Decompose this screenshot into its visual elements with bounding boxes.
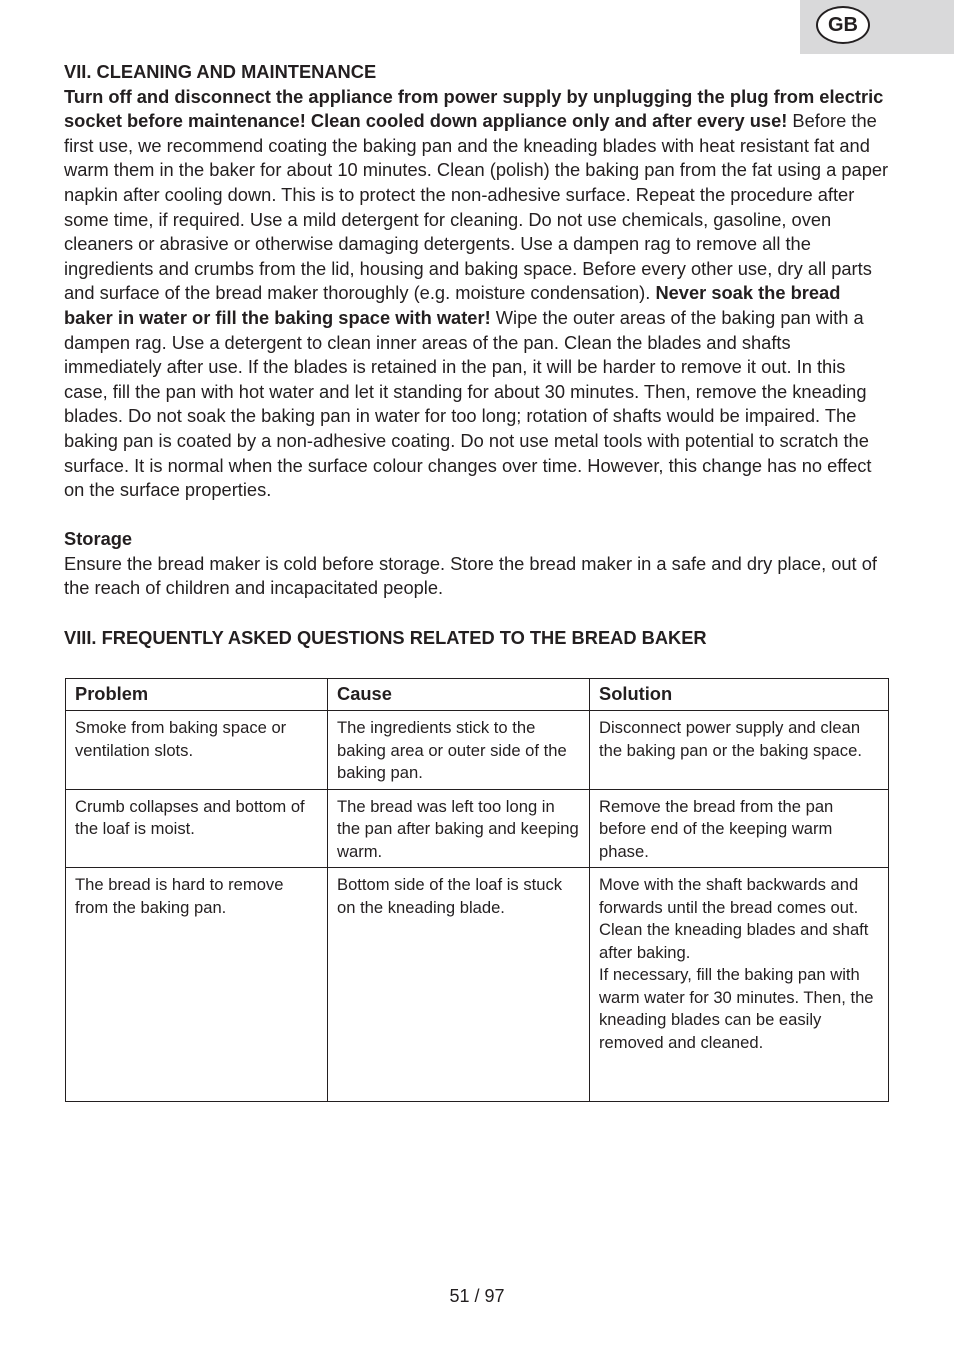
table-row [66,868,889,1102]
cell-solution [590,868,889,1102]
language-badge: GB [816,6,870,44]
language-tab [800,0,954,54]
header-cause: Cause [328,679,590,711]
cell-problem: Crumb collapses and bottom of the loaf is moist. [66,789,328,868]
solution-text-2: If necessary, fill the baking pan with warm water for 30 minutes. Then, the kneading blades can be easily removed and cleaned. [599,965,874,1052]
faq-heading: VIII. FREQUENTLY ASKED QUESTIONS RELATED TO THE BREAD BAKER [64,626,707,648]
page-content [64,60,890,650]
cell-cause: Bottom side of the loaf is stuck on the kneading blade. [328,868,590,1102]
cleaning-text-2: Wipe the outer areas of the baking pan with a dampen rag. Use a detergent to clean inner areas of the pan. Clean the blades and shafts immediately after use. If the blades is retained in the pan, it will be harder to remove it out. In this case, fill the pan with hot water and let it standing for about 30 minutes. Then, remove the kneading blades. Do not soak the baking pan in water for too long; rotation of shafts would be impaired. The baking pan is coated by a non-adhesive coating. Do not use metal tools with potential to scratch the surface. It is normal when the surface colour changes over time. However, this change has no effect on the surface properties. [64,306,872,501]
cell-solution: Disconnect power supply and clean the baking pan or the baking space. [590,711,889,790]
table-row [66,711,889,790]
cell-cause: The ingredients stick to the baking area or outer side of the baking pan. [328,711,590,790]
cell-problem: The bread is hard to remove from the baking pan. [66,868,328,1102]
cleaning-heading: VII. CLEANING AND MAINTENANCE [64,61,377,82]
table-row [66,789,889,868]
table-header-row [66,679,889,711]
header-problem: Problem [66,679,328,711]
header-solution: Solution [590,679,889,711]
storage-heading: Storage [64,528,133,550]
cleaning-paragraph [64,85,890,503]
soak-warning: Never soak the bread baker in water or fill the baking space with water! [64,282,841,328]
cleaning-warning: Turn off and disconnect the appliance from power supply by unplugging the plug from electric socket before maintenance! Clean cooled down appliance only and after every use! [64,85,884,132]
solution-text-1: Move with the shaft backwards and forwards until the bread comes out. Clean the kneading blades and shaft after baking. [599,875,869,962]
cell-cause: The bread was left too long in the pan after baking and keeping warm. [328,789,590,868]
faq-table [65,678,889,1102]
storage-text: Ensure the bread maker is cold before storage. Store the bread maker in a safe and dry place, out of the reach of children and incapacitated people. [64,552,877,599]
cell-solution: Remove the bread from the pan before end of the keeping warm phase. [590,789,889,868]
cleaning-text-1: Before the first use, we recommend coating the baking pan and the kneading blades with heat resistant fat and warm them in the baker for about 10 minutes. Clean (polish) the baking pan from the fat using a paper napkin after cooling down. This is to protect the non-adhesive surface. Repeat the procedure after some time, if required. Use a mild detergent for cleaning. Do not use chemicals, gasoline, oven cleaners or abrasive or otherwise damaging detergents. Use a dampen rag to remove all the ingredients and crumbs from the lid, housing and baking space. Before every other use, dry all parts and surface of the bread maker thoroughly (e.g. moisture condensation). [64,110,889,304]
cell-problem: Smoke from baking space or ventilation slots. [66,711,328,790]
page-number: 51 / 97 [449,1286,505,1306]
